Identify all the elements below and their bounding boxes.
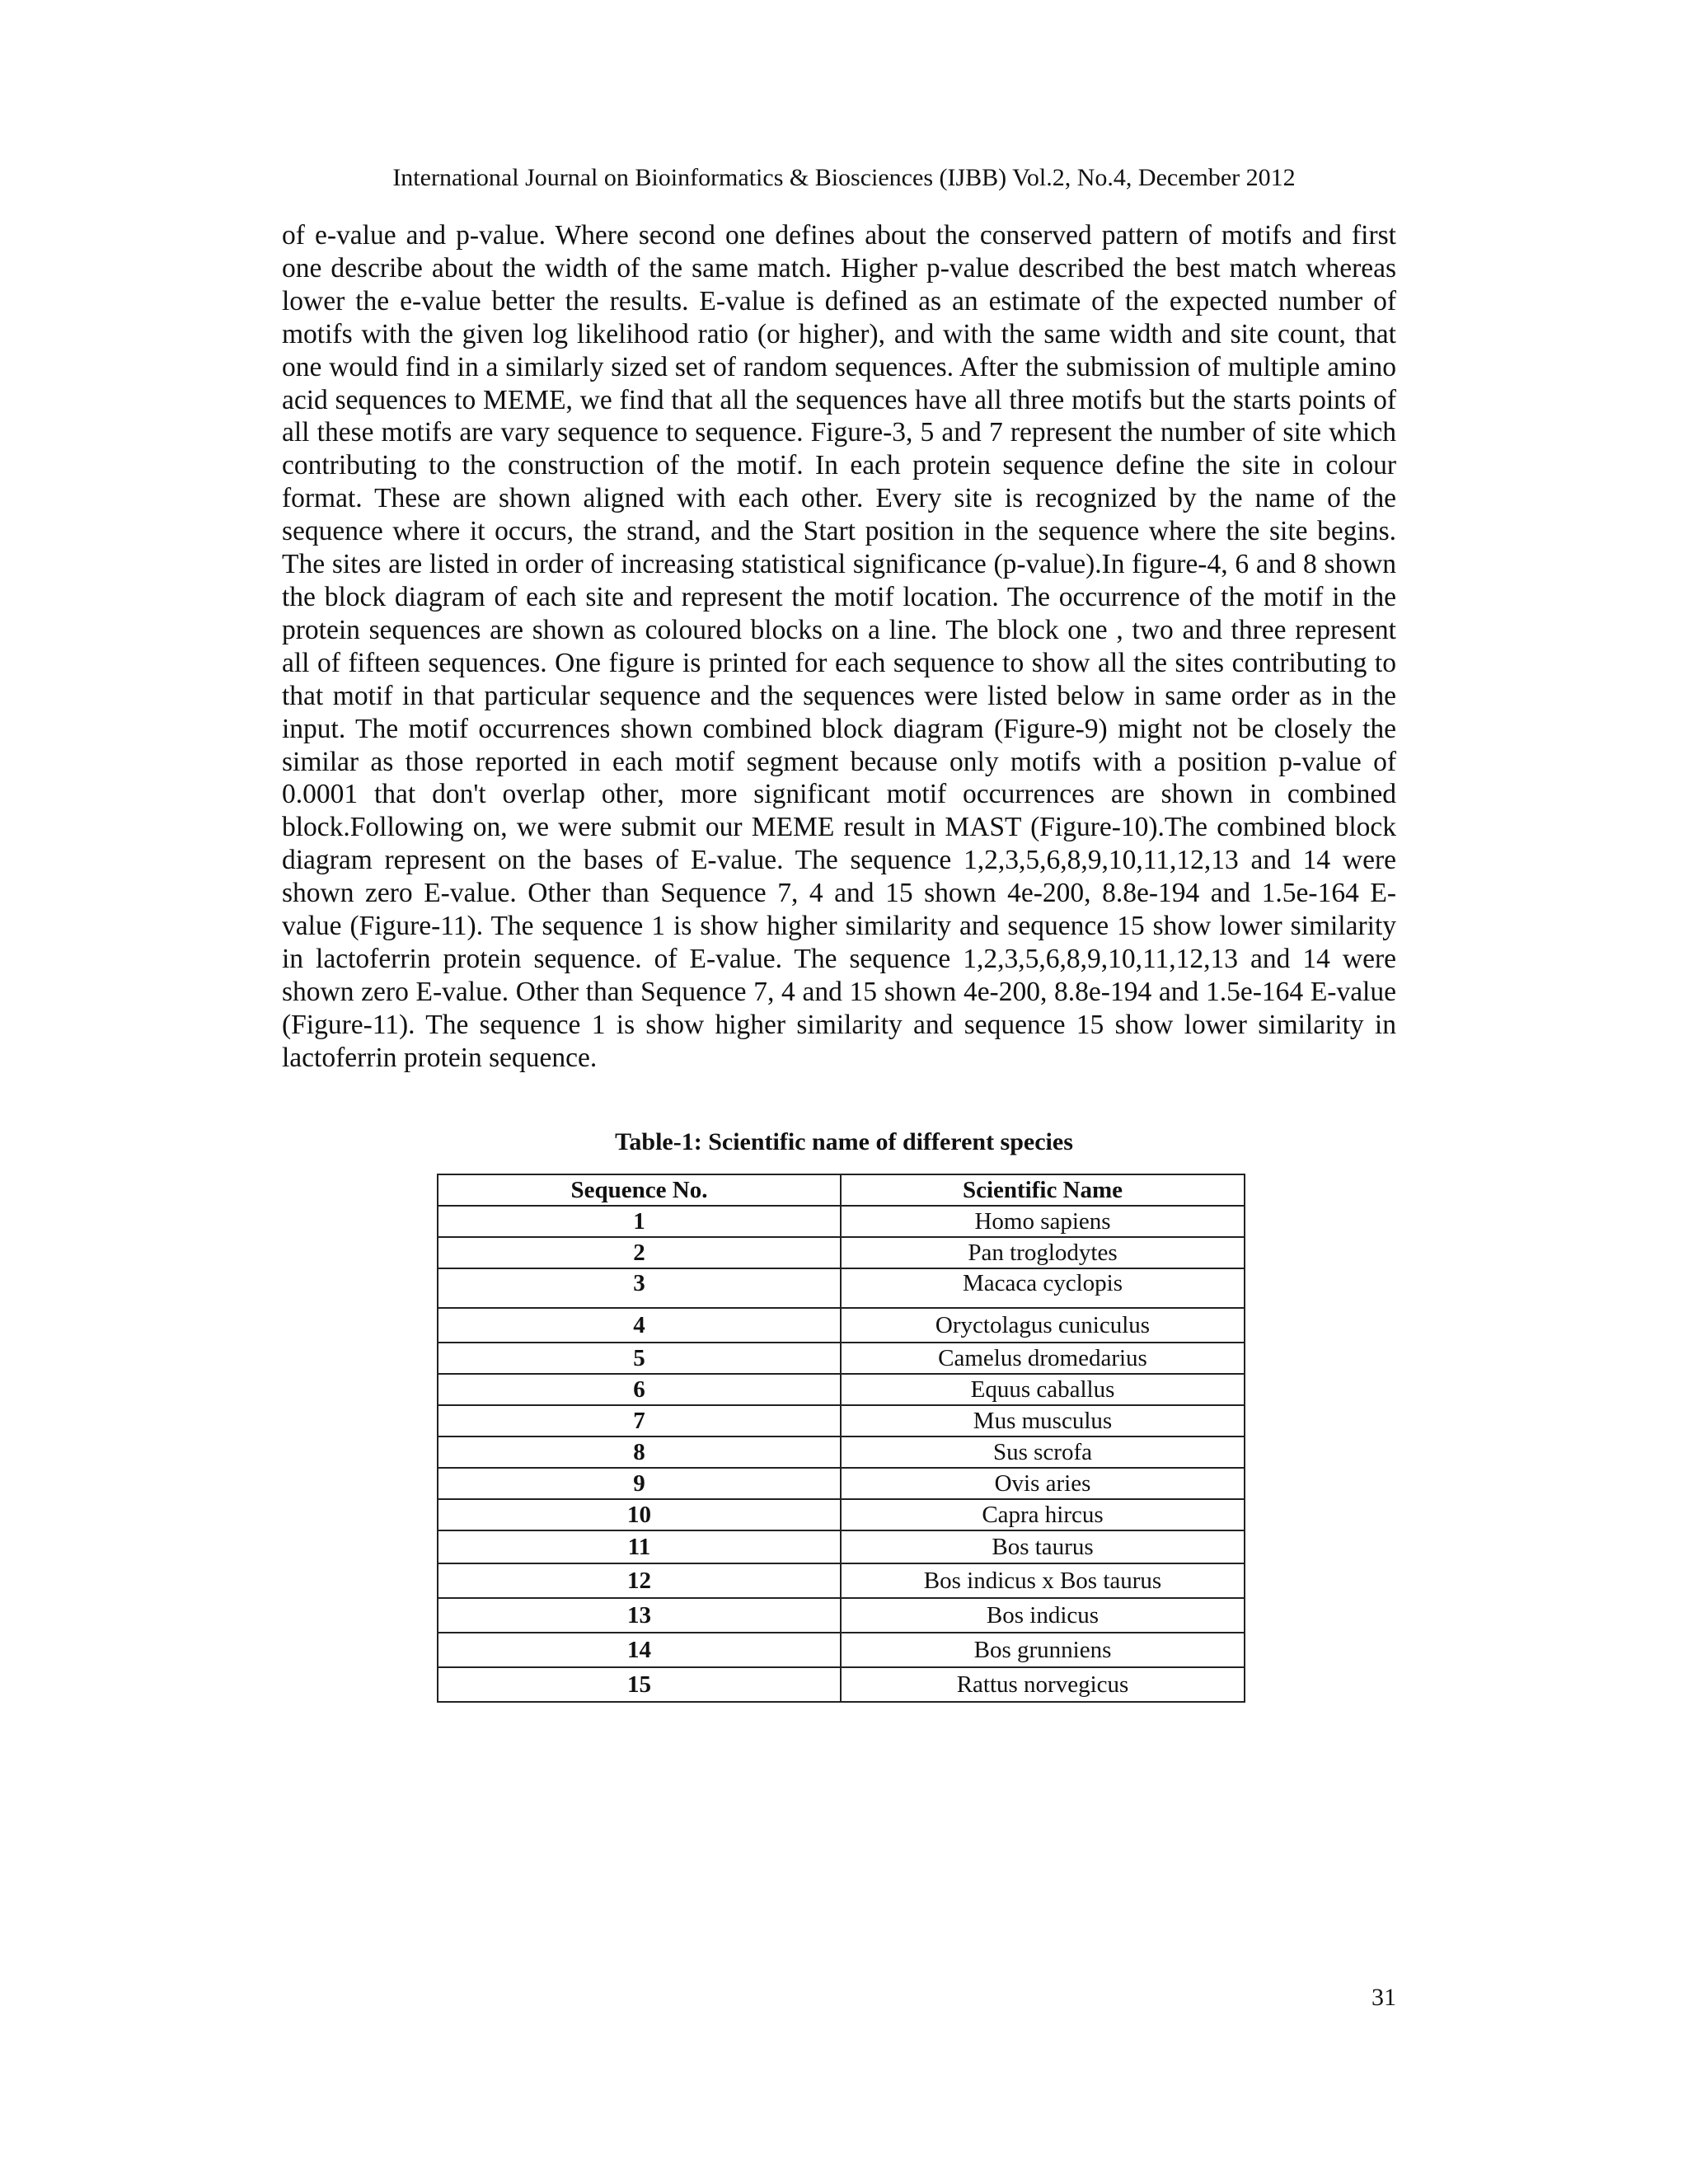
sequence-number-cell: 11 bbox=[438, 1530, 841, 1563]
scientific-name-cell: Capra hircus bbox=[841, 1499, 1245, 1530]
sequence-number-cell: 9 bbox=[438, 1468, 841, 1499]
scientific-name-cell: Mus musculus bbox=[841, 1405, 1245, 1436]
sequence-number-cell: 14 bbox=[438, 1633, 841, 1667]
table-row bbox=[438, 1499, 1245, 1530]
scientific-name-cell: Oryctolagus cuniculus bbox=[841, 1308, 1245, 1343]
scientific-name-cell: Rattus norvegicus bbox=[841, 1667, 1245, 1702]
species-table bbox=[437, 1174, 1245, 1703]
sequence-number-cell: 12 bbox=[438, 1563, 841, 1598]
sequence-number-cell: 13 bbox=[438, 1598, 841, 1633]
table-row bbox=[438, 1308, 1245, 1343]
table-row bbox=[438, 1530, 1245, 1563]
sequence-number-cell: 4 bbox=[438, 1308, 841, 1343]
sequence-number-cell: 3 bbox=[438, 1268, 841, 1308]
sequence-number-cell: 1 bbox=[438, 1206, 841, 1237]
scientific-name-cell: Homo sapiens bbox=[841, 1206, 1245, 1237]
scientific-name-cell: Camelus dromedarius bbox=[841, 1343, 1245, 1374]
table-row bbox=[438, 1374, 1245, 1405]
table-row bbox=[438, 1633, 1245, 1667]
sequence-number-cell: 2 bbox=[438, 1237, 841, 1268]
table-row bbox=[438, 1468, 1245, 1499]
column-header-scientific-name: Scientific Name bbox=[841, 1174, 1245, 1206]
sequence-number-cell: 7 bbox=[438, 1405, 841, 1436]
sequence-number-cell: 10 bbox=[438, 1499, 841, 1530]
table-caption: Table-1: Scientific name of different species bbox=[615, 1128, 1073, 1155]
sequence-number-cell: 8 bbox=[438, 1436, 841, 1468]
scientific-name-cell: Pan troglodytes bbox=[841, 1237, 1245, 1268]
scientific-name-cell: Macaca cyclopis bbox=[841, 1268, 1245, 1308]
table-row bbox=[438, 1268, 1245, 1308]
table-row bbox=[438, 1206, 1245, 1237]
running-header: International Journal on Bioinformatics & Biosciences (IJBB) Vol.2, No.4, December 2012 bbox=[392, 164, 1296, 191]
scientific-name-cell: Equus caballus bbox=[841, 1374, 1245, 1405]
table-row bbox=[438, 1563, 1245, 1598]
scientific-name-cell: Bos grunniens bbox=[841, 1633, 1245, 1667]
scientific-name-cell: Sus scrofa bbox=[841, 1436, 1245, 1468]
sequence-number-cell: 15 bbox=[438, 1667, 841, 1702]
scientific-name-cell: Bos indicus x Bos taurus bbox=[841, 1563, 1245, 1598]
page-number: 31 bbox=[1372, 1984, 1396, 2011]
sequence-number-cell: 6 bbox=[438, 1374, 841, 1405]
body-paragraph: of e-value and p-value. Where second one defines about the conserved pattern of motifs and first one describe about the width of the same match. Higher p-value described the best match whereas lower the e-value better the results. E-value is defined as an estimate of the expected number of motifs with the given log likelihood ratio (or higher), and with the same width and site count, that one would find in a similarly sized set of random sequences. After the submission of multiple amino acid sequences to MEME, we find that all the sequences have all three motifs but the starts points of all these motifs are vary sequence to sequence. Figure-3, 5 and 7 represent the number of site which contributing to the construction of the motif. In each protein sequence define the site in colour format. These are shown aligned with each other. Every site is recognized by the name of the sequence where it occurs, the strand, and the Start position in the sequence where the site begins. The sites are listed in order of increasing statistical significance (p-value).In figure-4, 6 and 8 shown the block diagram of each site and represent the motif location. The occurrence of the motif in the protein sequences are shown as coloured blocks on a line. The block one , two and three represent all of fifteen sequences. One figure is printed for each sequence to show all the sites contributing to that motif in that particular sequence and the sequences were listed below in same order as in the input. The motif occurrences shown combined block diagram (Figure-9) might not be closely the similar as those reported in each motif segment because only motifs with a position p-value of 0.0001 that don't overlap other, more significant motif occurrences are shown in combined block.Following on, we were submit our MEME result in MAST (Figure-10).The combined block diagram represent on the bases of E-value. The sequence 1,2,3,5,6,8,9,10,11,12,13 and 14 were shown zero E-value. Other than Sequence 7, 4 and 15 shown 4e-200, 8.8e-194 and 1.5e-164 E- value (Figure-11). The sequence 1 is show higher similarity and sequence 15 show lower similarity in lactoferrin protein sequence. of E-value. The sequence 1,2,3,5,6,8,9,10,11,12,13 and 14 were shown zero E-value. Other than Sequence 7, 4 and 15 shown 4e-200, 8.8e-194 and 1.5e-164 E-value (Figure-11). The sequence 1 is show higher similarity and sequence 15 show lower similarity in lactoferrin protein sequence. bbox=[282, 220, 1396, 1073]
sequence-number-cell: 5 bbox=[438, 1343, 841, 1374]
table-header-row bbox=[438, 1174, 1245, 1206]
scientific-name-cell: Bos taurus bbox=[841, 1530, 1245, 1563]
column-header-sequence-no: Sequence No. bbox=[438, 1174, 841, 1206]
table-row bbox=[438, 1667, 1245, 1702]
table-row bbox=[438, 1598, 1245, 1633]
table-row bbox=[438, 1237, 1245, 1268]
scientific-name-cell: Bos indicus bbox=[841, 1598, 1245, 1633]
table-row bbox=[438, 1436, 1245, 1468]
table-row bbox=[438, 1343, 1245, 1374]
scientific-name-cell: Ovis aries bbox=[841, 1468, 1245, 1499]
table-row bbox=[438, 1405, 1245, 1436]
